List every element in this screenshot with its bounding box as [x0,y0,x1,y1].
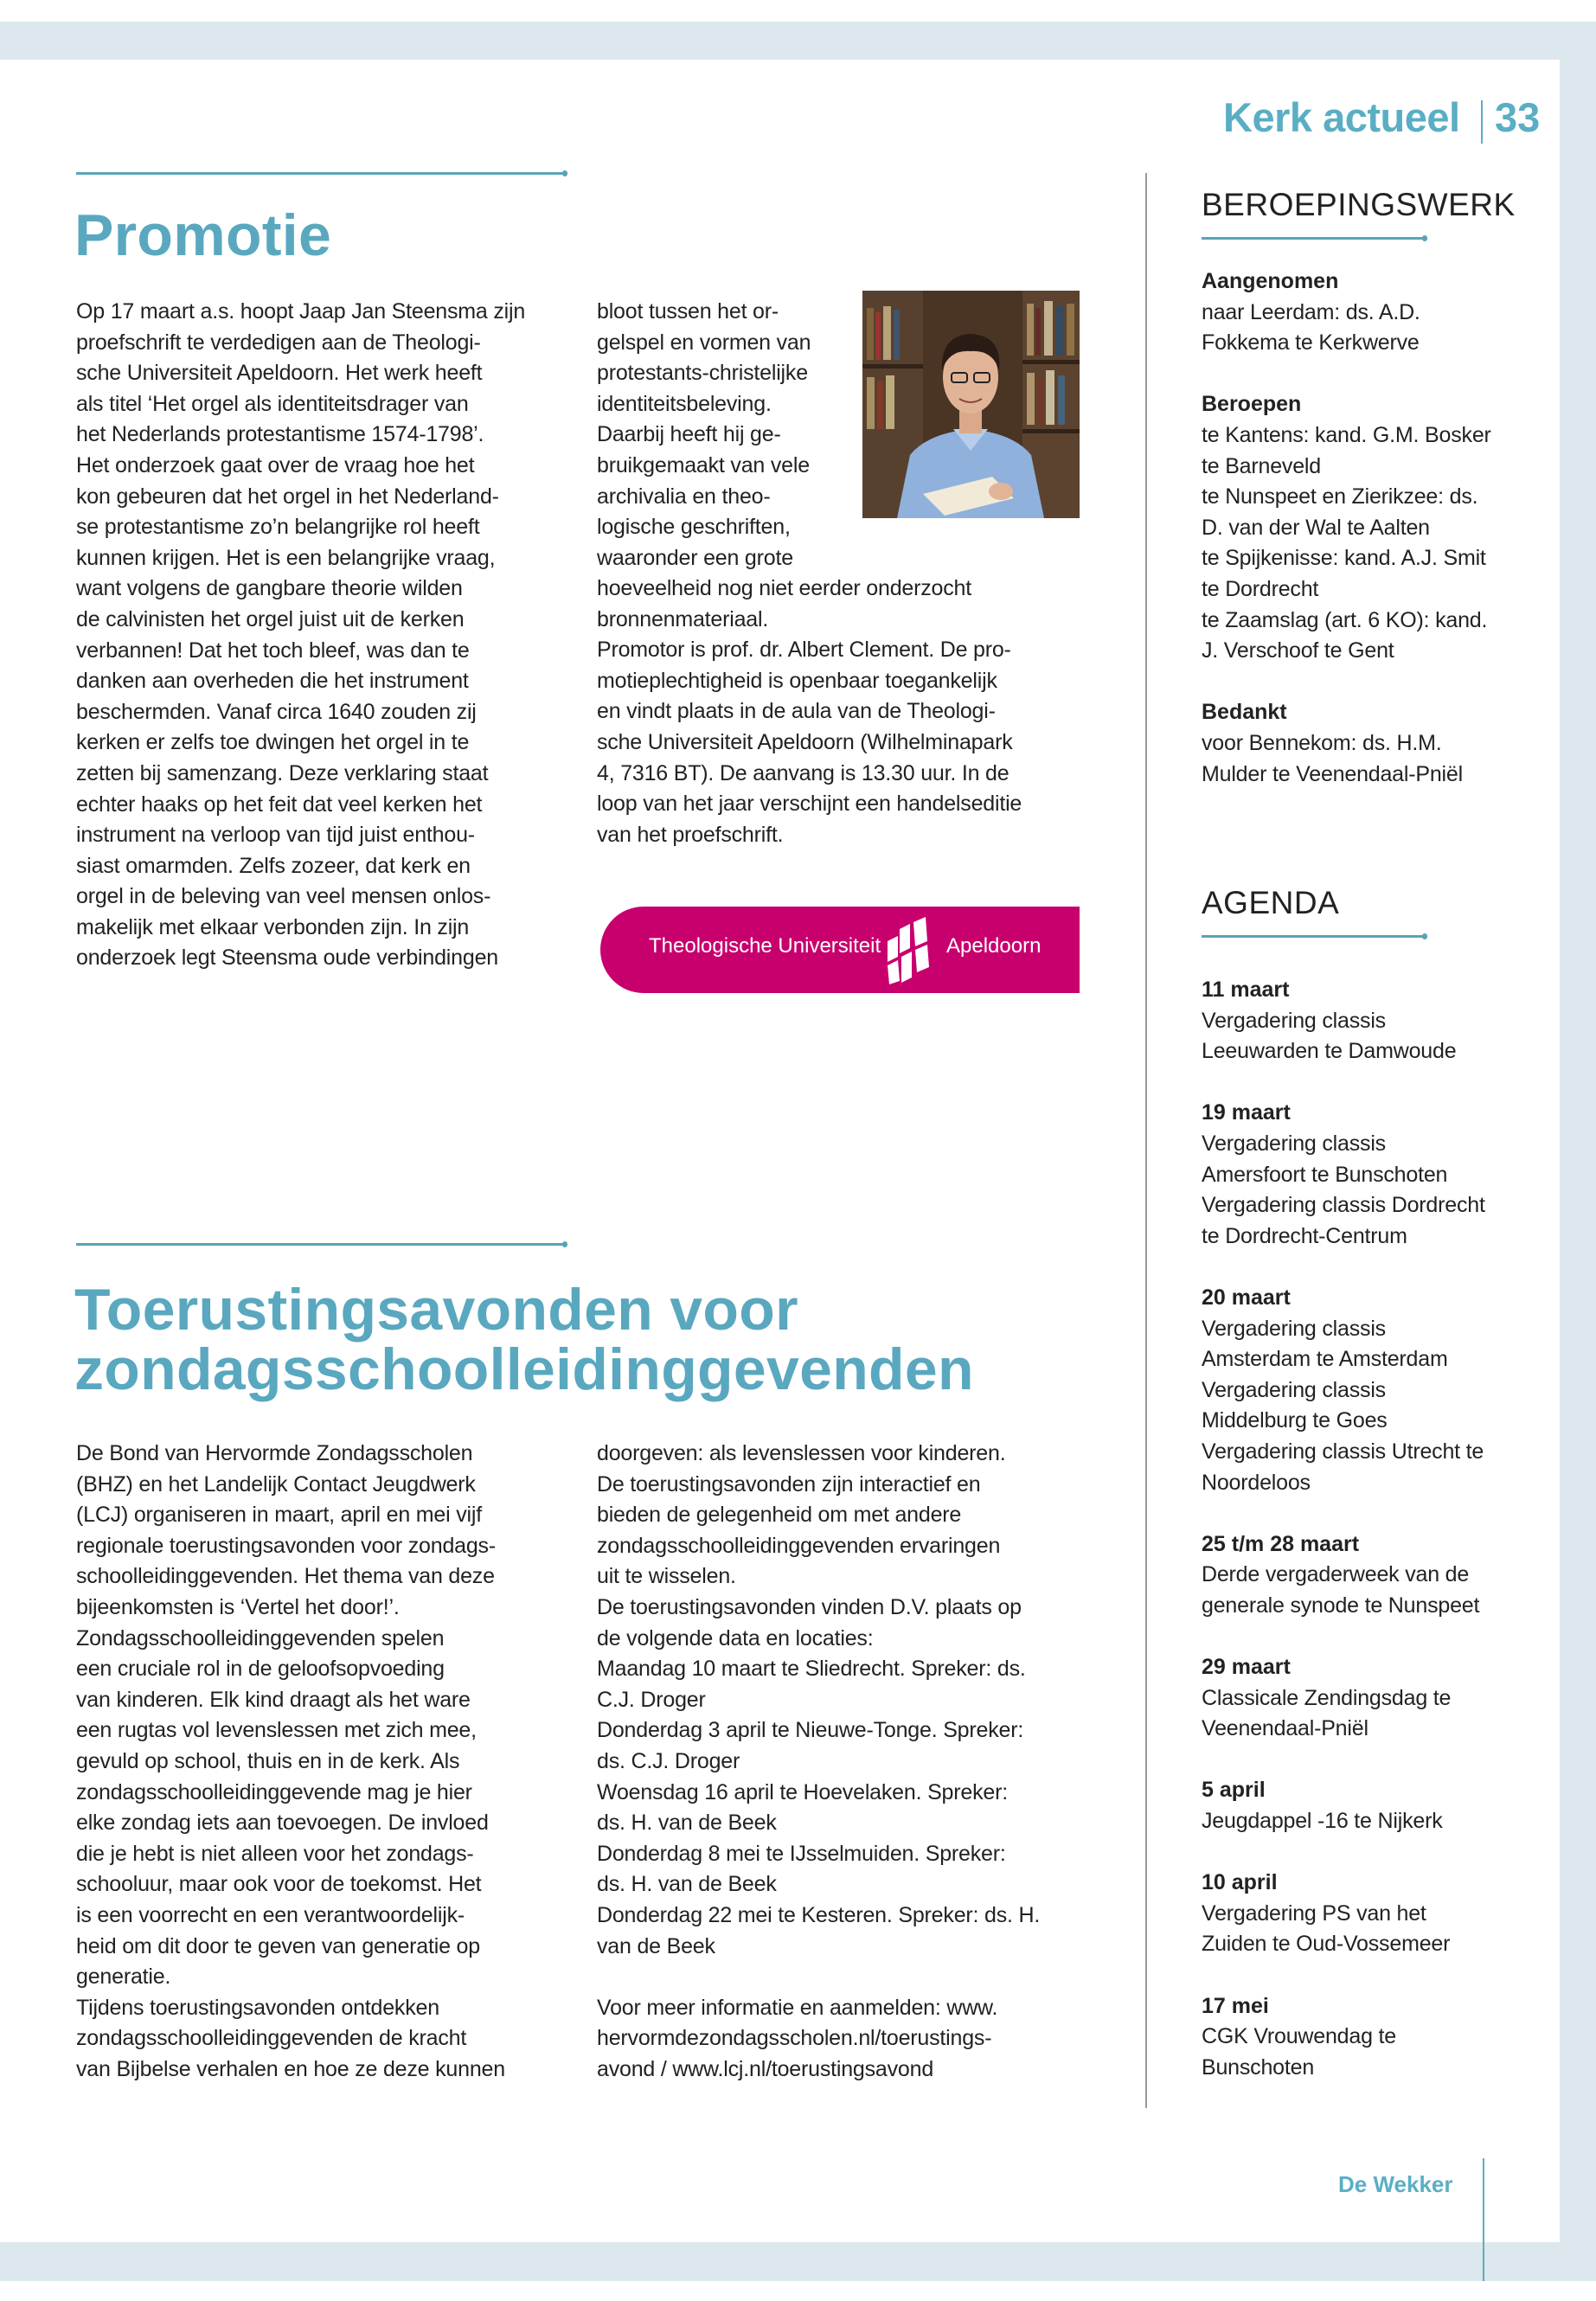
page-number: 33 [1495,94,1541,140]
agenda-item [1202,1868,1548,1960]
agenda-item [1202,1529,1548,1622]
agenda-text: Jeugdappel -16 te Nijkerk [1202,1809,1443,1834]
section-title: Aangenomen [1202,269,1339,293]
agenda-item [1202,975,1548,1067]
article-promotie-col2-wrap: bloot tussen het or- gelspel en vormen van protestants-christelijke identiteitsbeleving. Daarbij heeft hij ge- bruikgemaakt van vele archivalia en theo- logische geschriften, waaronder een grote [597,299,811,570]
agenda-date: 29 maart [1202,1655,1291,1680]
section-title: Beroepen [1202,392,1302,417]
books-cross-icon [884,915,939,986]
beroepingswerk-heading: BEROEPINGSWERK [1202,187,1516,222]
article-promotie-col1: Op 17 maart a.s. hoopt Jaap Jan Steensma zijn proefschrift te verdedigen aan de Theologi- sche Universiteit Apeldoorn. Het werk heeft als titel ‘Het orgel als identiteitsdrager van het Nederlands protestantisme 1574-1798’. Het onderzoek gaat over de vraag hoe het kon gebeuren dat het orgel in het Nederland- se protestantisme zo’n belangrijke rol heeft kunnen krijgen. Het is een belangrijke vraag, want volgens de gangbare theorie wilden de calvinisten het orgel juist uit de kerken verbannen! Dat het toch bleef, was dan te danken aan overheden die het instrument beschermden. Vanaf circa 1640 zouden zij kerken er zelfs toe dwingen het orgel in te zetten bij samenzang. Deze verklaring staat echter haaks op het feit dat veel kerken het instrument na verloop van tijd juist enthou- siast omarmden. Zelfs zozeer, dat kerk en orgel in de beleving van veel mensen onlos- makelijk met elkaar verbonden zijn. In zijn onderzoek legt Steensma oude verbindingen [76,299,526,971]
article-title-promotie: Promotie [74,202,332,268]
column-divider [1145,173,1147,2108]
agenda-date: 19 maart [1202,1100,1291,1125]
publication-name: De Wekker [1338,2171,1453,2197]
article-toerusting-col2: doorgeven: als levenslessen voor kinderen. De toerustingsavonden zijn interactief en bieden de gelegenheid om met andere zondagsschoolleidinggevenden ervaringen uit te wisselen. De toerustingsavonden vinden D.V. plaats op de volgende data en locaties: Maandag 10 maart te Sliedrecht. Spreker: ds. C.J. Droger Donderdag 3 april te Nieuwe-Tonge. Spreker: ds. C.J. Droger Woensdag 16 april te Hoevelaken. Spreker: ds. H. van de Beek Donderdag 8 mei te IJsselmuiden. Spreker: ds. H. van de Beek Donderdag 22 mei te Kesteren. Spreker: ds. H. van de Beek Voor meer informatie en aanmelden: www. hervormdezondagsscholen.nl/toerustings- avond / www.lcj.nl/toerustingsavond [597,1441,1041,2081]
portrait-photo [862,291,1080,518]
agenda-text: Vergadering classis Amsterdam te Amsterdam Vergadering classis Middelburg te Goes Vergadering classis Utrecht te Noordeloos [1202,1316,1484,1495]
article-toerusting-col1: De Bond van Hervormde Zondagsscholen (BHZ) en het Landelijk Contact Jeugdwerk (LCJ) organiseren in maart, april en mei vijf regionale toerustingsavonden voor zondags- schoolleidinggevenden. Het thema van deze bijeenkomsten is ‘Vertel het door!’. Zondagsschoolleidinggevenden spelen een cruciale rol in de geloofsopvoeding van kinderen. Elk kind draagt als het ware een rugtas vol levenslessen met zich mee, gevuld op school, thuis en in de kerk. Als zondagsschoolleidinggevende mag je hier elke zondag iets aan toevoegen. De invloed die je hebt is niet alleen voor het zondags- schooluur, maar ook voor de toekomst. Het is een voorrecht en een verantwoordelijk- heid om dit door te geven van generatie op generatie. Tijdens toerustingsavonden ontdekken zondagsschoolleidinggevenden de kracht van Bijbelse verhalen en hoe ze deze kunnen [76,1441,505,2081]
agenda-date: 20 maart [1202,1285,1291,1310]
agenda-text: CGK Vrouwendag te Bunschoten [1202,2024,1396,2080]
section-text: te Kantens: kand. G.M. Bosker te Barneveld te Nunspeet en Zierikzee: ds. D. van der Wal te Aalten te Spijkenisse: kand. A.J. Smit te Dordrecht te Zaamslag (art. 6 KO): kand. J. Verschoof te Gent [1202,422,1491,663]
article-rule [76,1243,565,1246]
section-text: voor Bennekom: ds. H.M. Mulder te Veenendaal-Pniël [1202,730,1463,786]
agenda-date: 25 t/m 28 maart [1202,1531,1360,1556]
section-title: Bedankt [1202,700,1287,725]
article-title-toerusting: Toerustingsavonden voor zondagsschoolleidinggevenden [74,1277,974,1402]
agenda-item [1202,1652,1548,1745]
article-promotie-col2: hoeveelheid nog niet eerder onderzocht bronnenmateriaal. Promotor is prof. dr. Albert Clement. De pro- motieplechtigheid is openbaar toegankelijk en vindt plaats in de aula van de Theologi- sche Universiteit Apeldoorn (Wilhelminapark 4, 7316 BT). De aanvang is 13.30 uur. In de loop van het jaar verschijnt een handelseditie van het proefschrift. [597,576,1022,847]
sidebar-rule [1202,237,1425,240]
agenda-item [1202,1991,1548,2084]
footer-divider [1483,2158,1484,2281]
article-rule [76,172,565,175]
header-divider [1481,100,1483,144]
agenda-heading: AGENDA [1202,885,1340,920]
section-title: Kerk actueel [1223,94,1460,140]
agenda-text: Derde vergaderweek van de generale synode te Nunspeet [1202,1562,1480,1618]
beroepingswerk-list [1202,266,1548,821]
agenda-text: Vergadering PS van het Zuiden te Oud-Vossemeer [1202,1900,1451,1957]
agenda-item [1202,1283,1548,1498]
sidebar-rule [1202,935,1425,938]
agenda-date: 5 april [1202,1778,1266,1803]
bottom-band [0,2242,1596,2281]
agenda-date: 11 maart [1202,977,1290,1002]
agenda-date: 10 april [1202,1870,1278,1895]
agenda-item [1202,1098,1548,1252]
agenda-item [1202,1775,1548,1836]
university-logo [600,907,1080,993]
top-band [0,22,1596,60]
beroepingswerk-section [1202,697,1548,790]
right-band [1560,22,1596,2281]
agenda-date: 17 mei [1202,1993,1269,2018]
beroepingswerk-section [1202,266,1548,359]
beroepingswerk-section [1202,389,1548,666]
section-text: naar Leerdam: ds. A.D. Fokkema te Kerkwerve [1202,299,1420,356]
logo-text-right: Apeldoorn [946,934,1042,958]
agenda-text: Classicale Zendingsdag te Veenendaal-Pniël [1202,1685,1452,1741]
agenda-list [1202,975,1548,2114]
agenda-text: Vergadering classis Leeuwarden te Damwoude [1202,1008,1457,1064]
logo-text-left: Theologische Universiteit [649,934,881,958]
agenda-text: Vergadering classis Amersfoort te Bunschoten Vergadering classis Dordrecht te Dordrecht-Centrum [1202,1131,1485,1248]
